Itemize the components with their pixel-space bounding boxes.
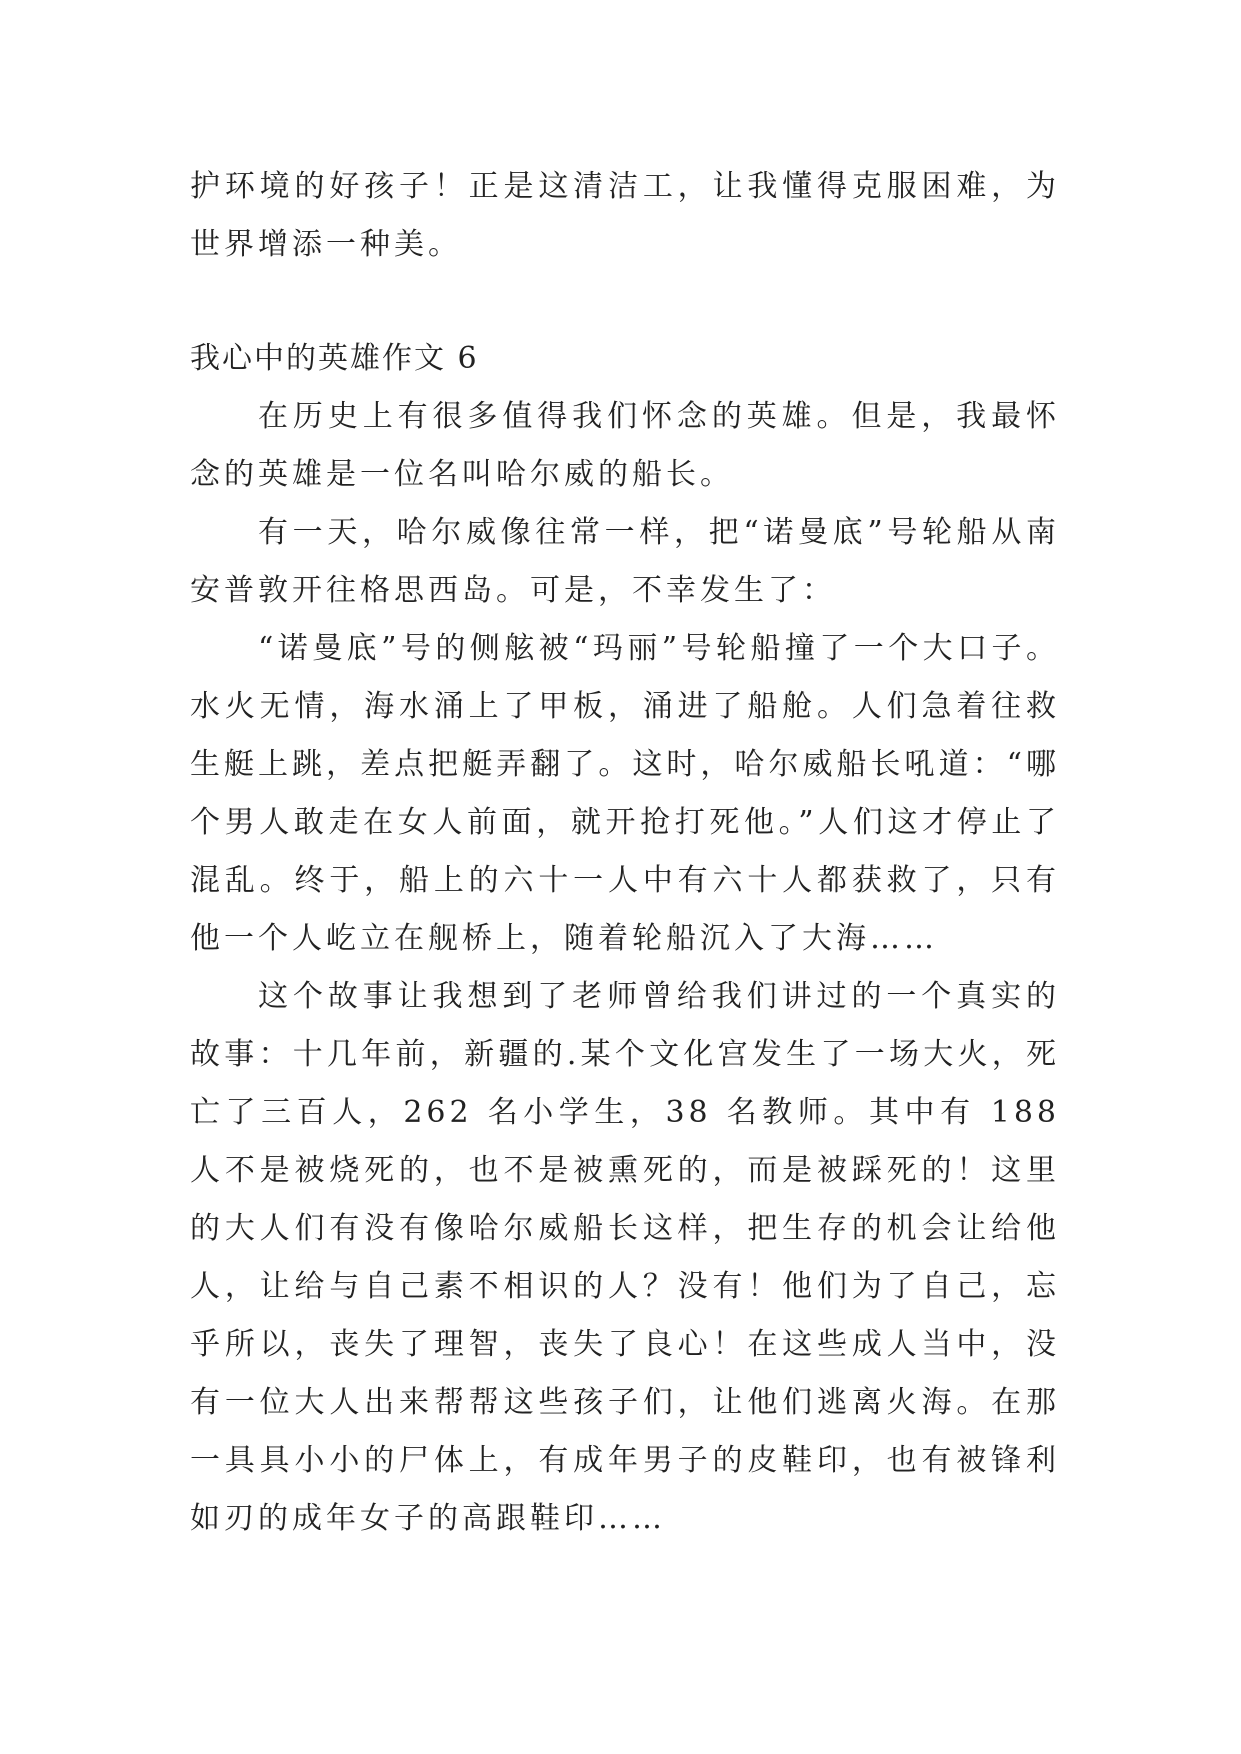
lead-paragraph: 护环境的好孩子！正是这清洁工，让我懂得克服困难，为世界增添一种美。: [190, 169, 1060, 262]
paragraph-2: 有一天，哈尔威像往常一样，把“诺曼底”号轮船从南安普敦开往格思西岛。可是，不幸发生了：: [190, 515, 1060, 608]
section-title: 我心中的英雄作文 6: [190, 341, 479, 376]
paragraph-4: 这个故事让我想到了老师曾给我们讲过的一个真实的故事：十几年前，新疆的.某个文化宫发生了一场大火，死亡了三百人，262 名小学生，38 名教师。其中有 188 人不是被烧死的，也不是被熏死的，而是被踩死的！这里的大人们有没有像哈尔威船长这样，把生存的机会让给他人，让给与自己素不相识的人？没有！他们为了自己，忘乎所以，丧失了理智，丧失了良心！在这些成人当中，没有一位大人出来帮帮这些孩子们，让他们逃离火海。在那一具具小小的尸体上，有成年男子的皮鞋印，也有被锋利如刃的成年女子的高跟鞋印……: [190, 979, 1060, 1536]
document-body: [190, 158, 1060, 1548]
paragraph-1: 在历史上有很多值得我们怀念的英雄。但是，我最怀念的英雄是一位名叫哈尔威的船长。: [190, 399, 1060, 492]
paragraph-3: “诺曼底”号的侧舷被“玛丽”号轮船撞了一个大口子。水火无情，海水涌上了甲板，涌进了船舱。人们急着往救生艇上跳，差点把艇弄翻了。这时，哈尔威船长吼道：“哪个男人敢走在女人前面，就开抢打死他。”人们这才停止了混乱。终于，船上的六十一人中有六十人都获救了，只有他一个人屹立在舰桥上，随着轮船沉入了大海……: [190, 631, 1060, 956]
